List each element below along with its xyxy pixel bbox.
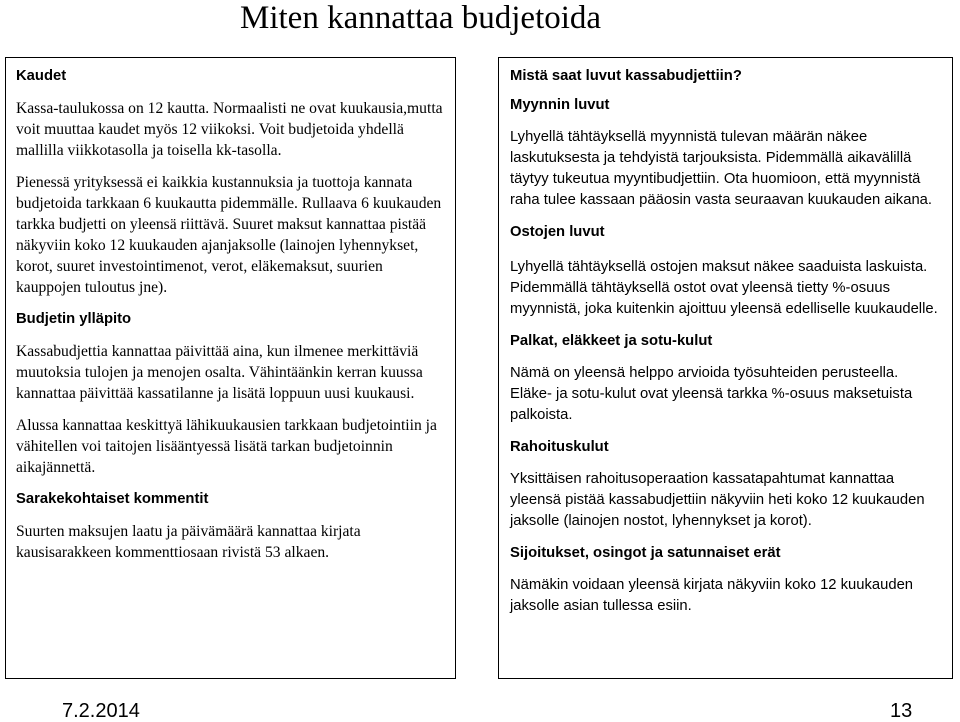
text-rahoitus: Yksittäisen rahoitusoperaation kassatapahtumat kannattaa yleensä pistää kassabudjettiin näkyviin heti koko 12 kuukauden jaksolle (lainojen nostot, lyhennykset ja korot). [510, 471, 925, 529]
left-panel [5, 57, 456, 679]
heading-rahoitus: Rahoituskulut [510, 439, 609, 455]
text-sarake: Suurten maksujen laatu ja päivämäärä kannattaa kirjata kausisarakkeen kommenttiosaan rivistä 53 alkaen. [16, 523, 361, 561]
heading-kaudet: Kaudet [16, 68, 67, 84]
heading-yllapito: Budjetin ylläpito [16, 311, 132, 327]
heading-myynti: Myynnin luvut [510, 97, 610, 113]
heading-sarake: Sarakekohtaiset kommentit [16, 491, 209, 507]
right-panel [498, 57, 953, 679]
text-kaudet: Kassa-taulukossa on 12 kautta. Normaalisti ne ovat kuukausia,mutta voit muuttaa kaudet myös 12 viikoksi. Voit budjetoida yhdellä mallilla viikkotasolla ja toisella kk-tasolla. [16, 100, 443, 159]
footer-date: 7.2.2014 [62, 700, 140, 722]
text-alussa: Alussa kannattaa keskittyä lähikuukausien tarkkaan budjetointiin ja vähitellen voi taitojen lisääntyessä lisätä tarkan budjetoinnin aikajännettä. [16, 417, 437, 476]
heading-mista: Mistä saat luvut kassabudjettiin? [510, 68, 742, 84]
page-title: Miten kannattaa budjetoida [240, 0, 602, 36]
text-myynti: Lyhyellä tähtäyksellä myynnistä tulevan määrän näkee laskutuksesta ja tehdyistä tarjouksista. Pidemmällä aikavälillä täytyy tukeutua myyntibudjettiin. Ota huomioon, että myynnistä raha tulee kassaan pääosin vasta seuraavan kuukauden aikana. [510, 129, 933, 208]
text-yllapito: Kassabudjettia kannattaa päivittää aina, kun ilmenee merkittäviä muutoksia tulojen ja menojen osalta. Vähintäänkin kerran kuussa kannattaa päivittää kassatilanne ja lisätä loppuun uusi kuukausi. [16, 343, 423, 402]
text-pienessa: Pienessä yrityksessä ei kaikkia kustannuksia ja tuottoja kannata budjetoida tarkkaan 6 kuukautta pidemmälle. Rullaava 6 kuukauden tarkka budjetti on yleensä riittävä. Suuret maksut kannattaa pistää näkyviin koko 12 kuukauden ajanjaksolle (lainojen lyhennykset, korot, suuret investointimenot, verot, eläkemaksut, suurien kauppojen tuloutus jne). [16, 174, 442, 296]
text-ostot: Lyhyellä tähtäyksellä ostojen maksut näkee saaduista laskuista. Pidemmällä tähtäyksellä ostot ovat yleensä tietty %-osuus myynnistä, joka kuitenkin ajoittuu yleensä edelliselle kuukaudelle. [510, 259, 938, 317]
heading-palkat: Palkat, eläkkeet ja sotu-kulut [510, 333, 713, 349]
text-sijoitus: Nämäkin voidaan yleensä kirjata näkyviin koko 12 kuukauden jaksolle asian tullessa esiin. [510, 577, 914, 614]
heading-ostot: Ostojen luvut [510, 224, 605, 240]
heading-sijoitus: Sijoitukset, osingot ja satunnaiset erät [510, 545, 781, 561]
text-palkat: Nämä on yleensä helppo arvioida työsuhteiden perusteella. Eläke- ja sotu-kulut ovat yleensä tarkka %-osuus maksetuista palkoista. [510, 365, 913, 423]
page-number: 13 [890, 700, 913, 722]
